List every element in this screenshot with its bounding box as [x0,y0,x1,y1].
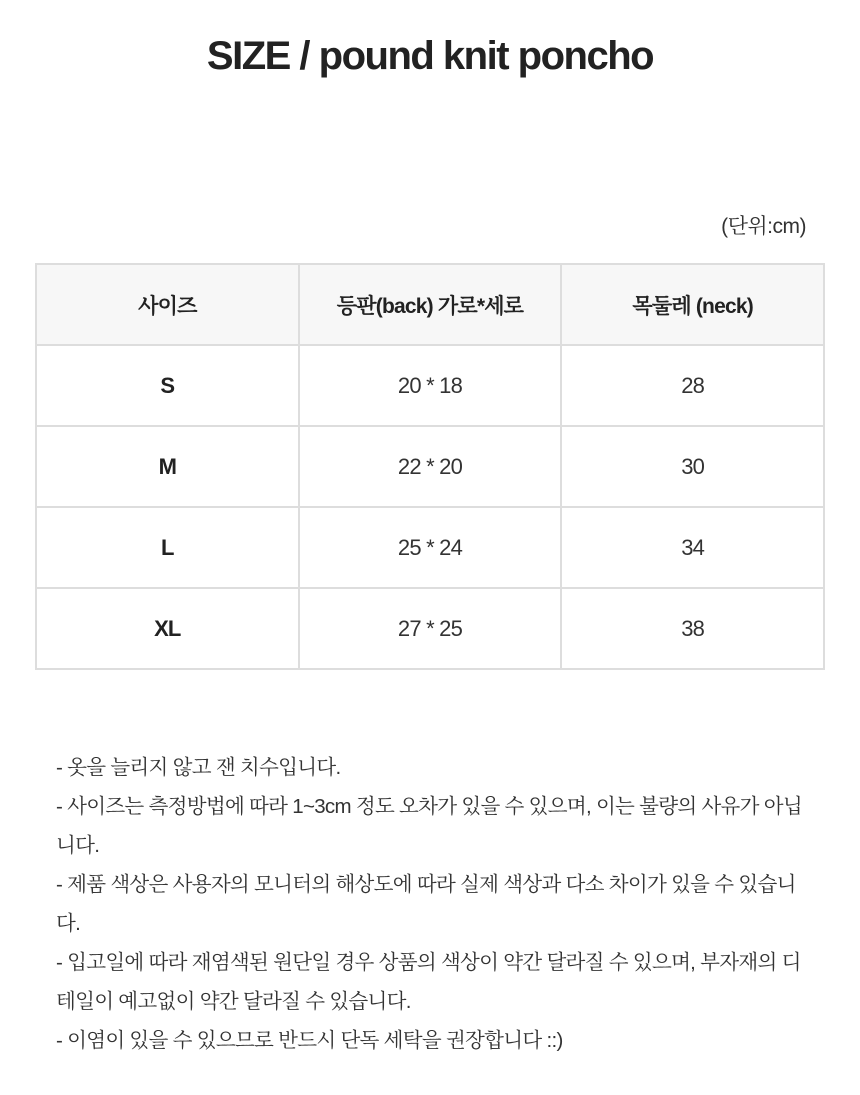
back-cell: 22 * 20 [299,426,562,507]
note-item: - 제품 색상은 사용자의 모니터의 해상도에 따라 실제 색상과 다소 차이가 있을 수 있습니다. [56,873,796,935]
size-cell: XL [36,588,299,669]
table-row [36,426,824,507]
note-item: - 이염이 있을 수 있으므로 반드시 단독 세탁을 권장합니다 ::) [56,1029,563,1052]
page-title: SIZE / pound knit poncho [206,34,654,78]
header-back: 등판(back) 가로*세로 [299,264,562,345]
neck-cell: 28 [561,345,824,426]
size-table [35,263,825,670]
table-header-row [36,264,824,345]
neck-cell: 30 [561,426,824,507]
back-cell: 20 * 18 [299,345,562,426]
neck-cell: 34 [561,507,824,588]
back-cell: 25 * 24 [299,507,562,588]
unit-label: (단위:cm) [721,215,806,238]
note-item: - 옷을 늘리지 않고 잰 치수입니다. [56,756,341,779]
size-cell: M [36,426,299,507]
header-neck: 목둘레 (neck) [561,264,824,345]
note-item: - 입고일에 따라 재염색된 원단일 경우 상품의 색상이 약간 달라질 수 있으며, 부자재의 디테일이 예고없이 약간 달라질 수 있습니다. [56,951,801,1013]
size-cell: L [36,507,299,588]
size-cell: S [36,345,299,426]
back-cell: 27 * 25 [299,588,562,669]
table-row [36,345,824,426]
note-item: - 사이즈는 측정방법에 따라 1~3cm 정도 오차가 있을 수 있으며, 이는 불량의 사유가 아닙니다. [56,795,802,857]
table-row [36,507,824,588]
table-row [36,588,824,669]
notes-section [56,748,816,1060]
header-size: 사이즈 [36,264,299,345]
neck-cell: 38 [561,588,824,669]
